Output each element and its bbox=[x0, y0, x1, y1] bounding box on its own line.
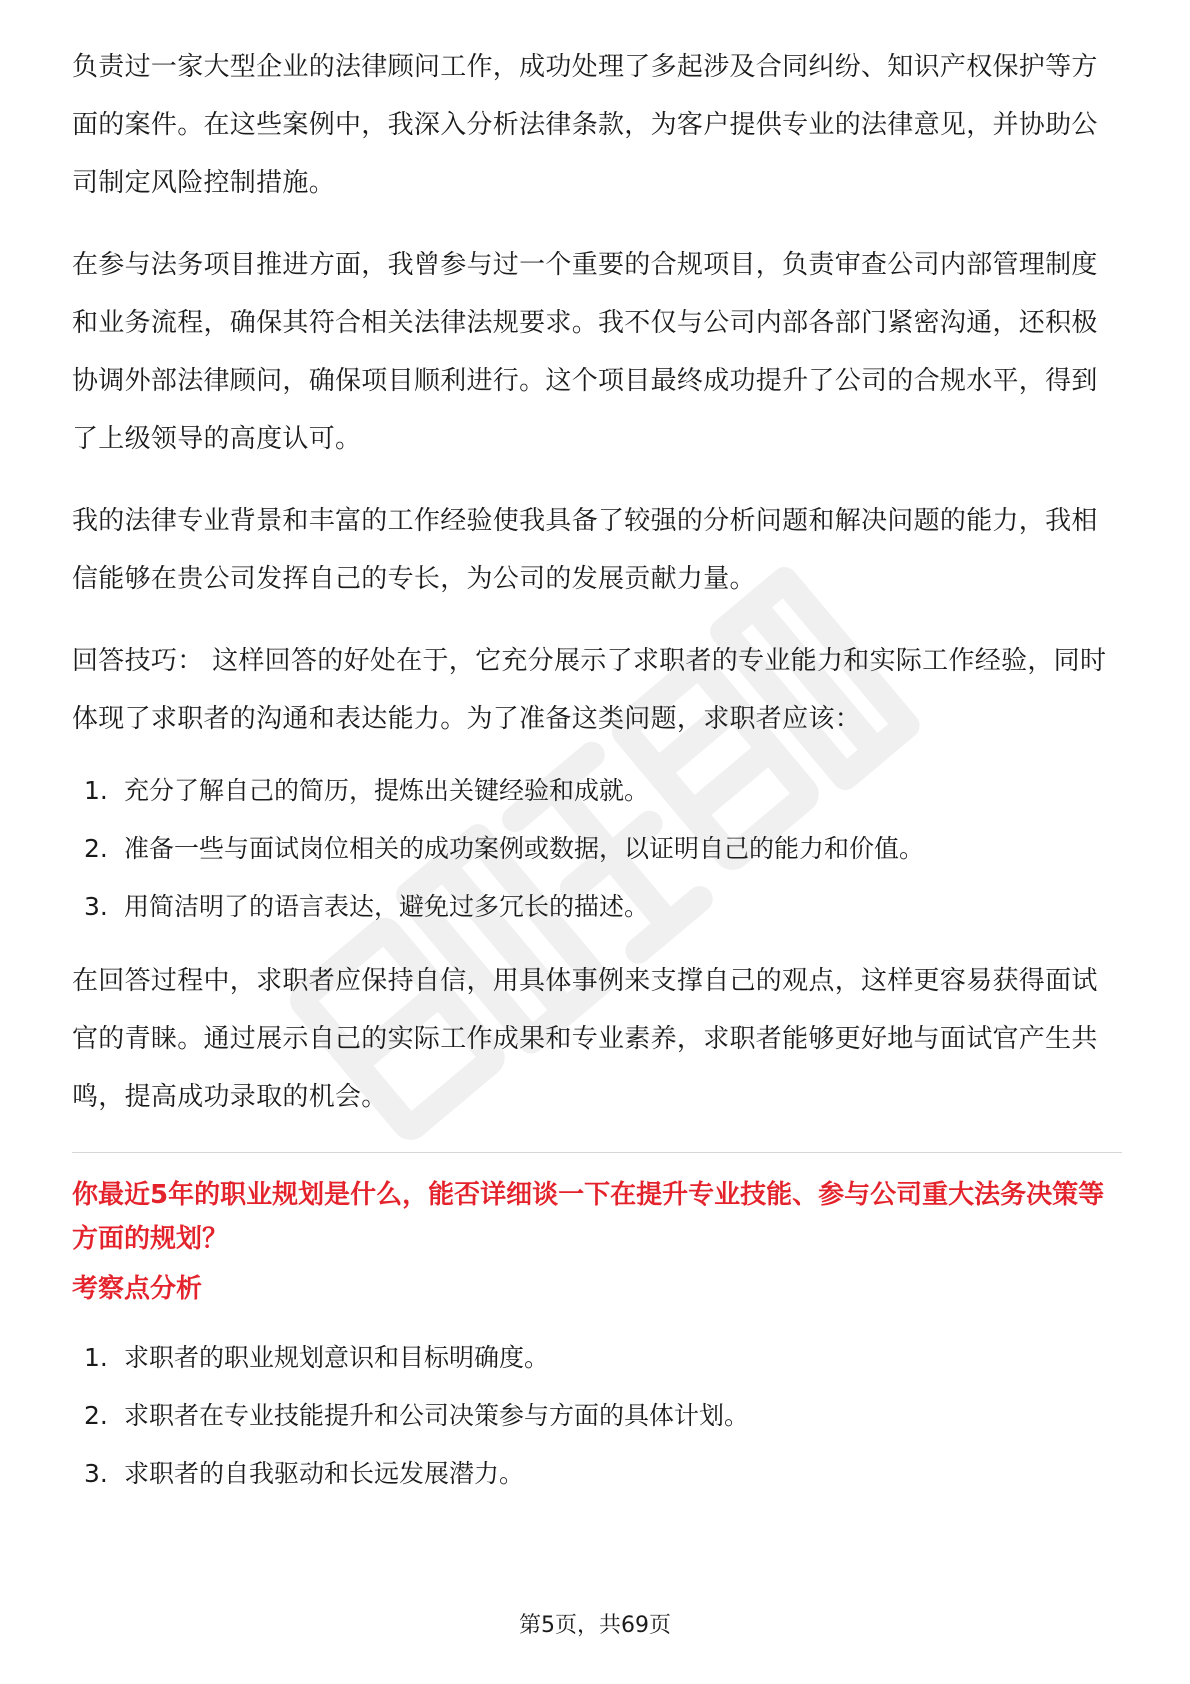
tips-list bbox=[72, 762, 1122, 936]
list-item-text: 准备一些与面试岗位相关的成功案例或数据，以证明自己的能力和价值。 bbox=[124, 834, 925, 863]
list-item bbox=[72, 762, 1122, 820]
list-item bbox=[72, 1387, 1122, 1445]
paragraph-legal-advisor: 负责过一家大型企业的法律顾问工作，成功处理了多起涉及合同纠纷、知识产权保护等方面的案件。在这些案例中，我深入分析法律条款，为客户提供专业的法律意见，并协助公司制定风险控制措施。 bbox=[72, 52, 1098, 198]
section-divider bbox=[72, 1152, 1122, 1153]
list-item-text: 用简洁明了的语言表达，避免过多冗长的描述。 bbox=[124, 892, 650, 921]
list-item-number: 3. bbox=[84, 892, 108, 921]
list-item-text: 求职者在专业技能提升和公司决策参与方面的具体计划。 bbox=[124, 1401, 750, 1430]
list-item bbox=[72, 820, 1122, 878]
paragraph-answer-tips: 回答技巧： 这样回答的好处在于，它充分展示了求职者的专业能力和实际工作经验，同时体现了求职者的沟通和表达能力。为了准备这类问题，求职者应该： bbox=[72, 646, 1107, 734]
page-content bbox=[72, 38, 1122, 1503]
list-item-number: 2. bbox=[84, 834, 108, 863]
analysis-heading: 考察点分析 bbox=[72, 1274, 203, 1304]
analysis-list bbox=[72, 1329, 1122, 1503]
list-item bbox=[72, 1329, 1122, 1387]
paragraph-compliance-project: 在参与法务项目推进方面，我曾参与过一个重要的合规项目，负责审查公司内部管理制度和业务流程，确保其符合相关法律法规要求。我不仅与公司内部各部门紧密沟通，还积极协调外部法律顾问，确保项目顺利进行。这个项目最终成功提升了公司的合规水平，得到了上级领导的高度认可。 bbox=[72, 250, 1098, 454]
list-item-number: 1. bbox=[84, 1343, 108, 1372]
interview-question: 你最近5年的职业规划是什么，能否详细谈一下在提升专业技能、参与公司重大法务决策等方面的规划？ bbox=[72, 1180, 1105, 1254]
list-item-number: 2. bbox=[84, 1401, 108, 1430]
list-item-number: 3. bbox=[84, 1459, 108, 1488]
list-item-text: 求职者的自我驱动和长远发展潜力。 bbox=[124, 1459, 525, 1488]
page-footer: 第5页，共69页 bbox=[519, 1613, 671, 1638]
list-item-text: 求职者的职业规划意识和目标明确度。 bbox=[124, 1343, 550, 1372]
list-item bbox=[72, 878, 1122, 936]
list-item-text: 充分了解自己的简历，提炼出关键经验和成就。 bbox=[124, 776, 650, 805]
list-item bbox=[72, 1445, 1122, 1503]
paragraph-closing: 在回答过程中，求职者应保持自信，用具体事例来支撑自己的观点，这样更容易获得面试官的青睐。通过展示自己的实际工作成果和专业素养，求职者能够更好地与面试官产生共鸣，提高成功录取的机会。 bbox=[72, 966, 1098, 1112]
list-item-number: 1. bbox=[84, 776, 108, 805]
paragraph-background: 我的法律专业背景和丰富的工作经验使我具备了较强的分析问题和解决问题的能力，我相信能够在贵公司发挥自己的专长，为公司的发展贡献力量。 bbox=[72, 506, 1098, 594]
